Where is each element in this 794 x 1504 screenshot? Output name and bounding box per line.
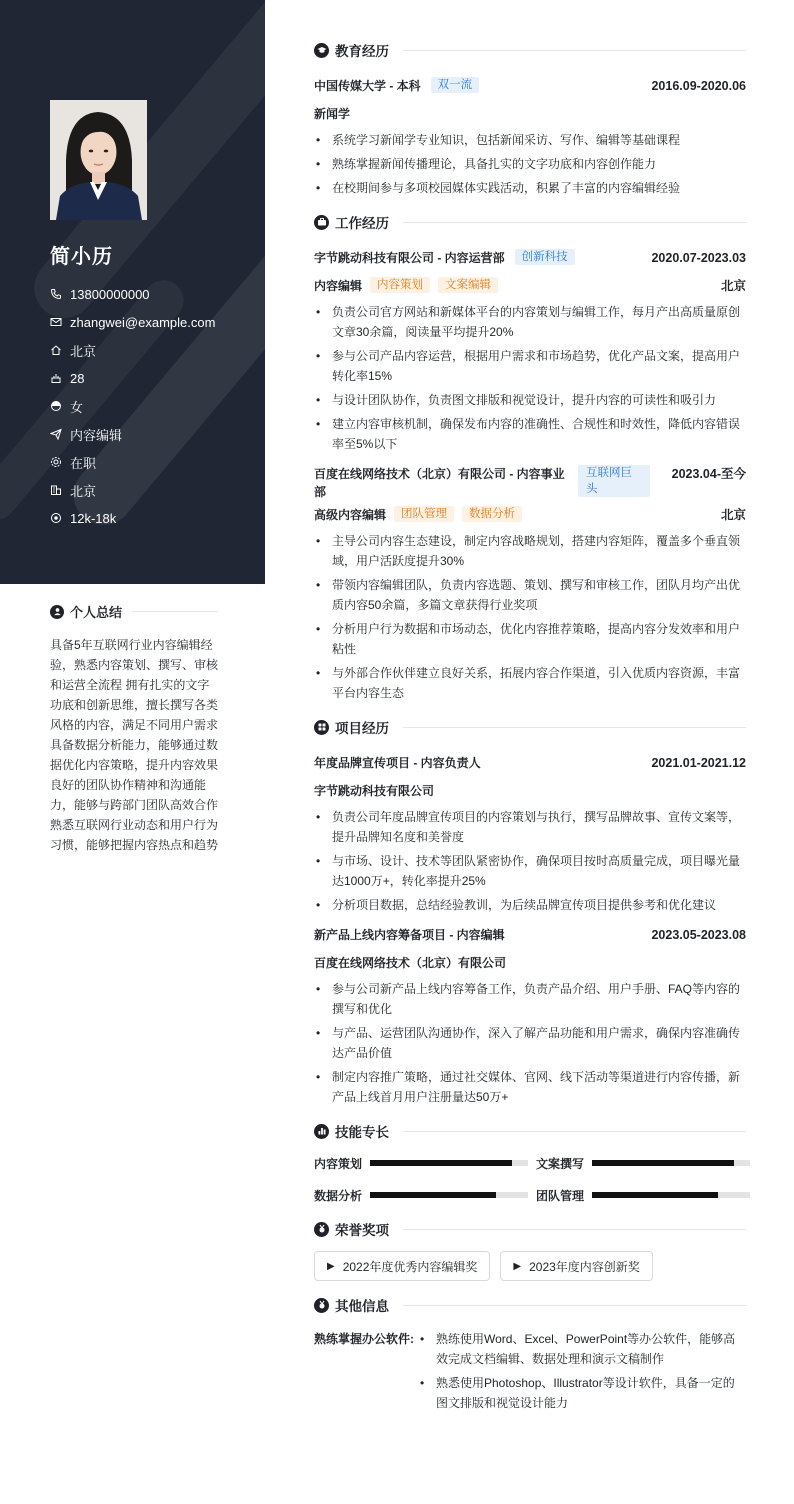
personal-summary-section (50, 602, 218, 855)
position-icon (50, 428, 62, 440)
bullet-item: • 与市场、设计、技术等团队紧密协作，确保项目按时高质量完成，项目曝光量达1000万+，转化率提升25% (314, 851, 746, 891)
graduation-cap-icon (314, 43, 329, 58)
bar-chart-icon (314, 1124, 329, 1139)
info-salary (50, 504, 215, 532)
section-header (314, 1215, 746, 1243)
email-icon (50, 316, 62, 328)
bullet-item: • 分析项目数据，总结经验教训，为后续品牌宣传项目提供参考和优化建议 (314, 895, 746, 915)
entry-date: 2016.09-2020.06 (651, 79, 746, 93)
entry-subheader (314, 100, 746, 128)
awards-section (314, 1215, 746, 1281)
award-badge (500, 1251, 652, 1281)
section-divider (403, 1131, 746, 1132)
status-icon (50, 456, 62, 468)
company-name: 百度在线网络技术（北京）有限公司 - 内容事业部 (314, 467, 565, 499)
bullet-item: • 参与公司产品内容运营，根据用户需求和市场趋势，优化产品文案，提高用户转化率15% (314, 346, 746, 386)
info-text: 28 (70, 370, 85, 386)
skill-item (536, 1185, 750, 1205)
entry-date: 2021.01-2021.12 (651, 756, 746, 770)
company-tag: 创新科技 (515, 249, 575, 265)
info-gender (50, 392, 215, 420)
gender-icon (50, 400, 62, 412)
grid-icon (314, 720, 329, 735)
skill-item (536, 1153, 750, 1173)
project-company: 百度在线网络技术（北京）有限公司 (314, 956, 507, 970)
bullet-item: • 与设计团队协作，负责图文排版和视觉设计，提升内容的可读性和吸引力 (314, 390, 746, 410)
info-text: zhangwei@example.com (70, 314, 216, 330)
section-header (314, 1291, 746, 1319)
section-header (50, 602, 218, 621)
skill-level (592, 1192, 718, 1198)
candidate-name: 简小历 (50, 246, 113, 268)
info-email (50, 308, 215, 336)
bullet-item: • 与产品、运营团队沟通协作，深入了解产品功能和用户需求，确保内容准确传达产品价值 (314, 1023, 746, 1063)
section-header (314, 713, 746, 741)
role-tag: 文案编辑 (438, 277, 498, 293)
play-icon: ▶ (513, 1260, 522, 1272)
skill-bar (370, 1192, 528, 1198)
section-title: 其他信息 (335, 1299, 389, 1314)
school-name: 中国传媒大学 - 本科 (314, 79, 421, 93)
section-divider (403, 1229, 746, 1230)
project-entry (314, 749, 746, 915)
entry-header (314, 749, 746, 777)
info-text: 在职 (70, 455, 97, 471)
info-text: 内容编辑 (70, 427, 123, 443)
skills-grid (314, 1153, 746, 1205)
bullet-item: • 建立内容审核机制，确保发布内容的准确性、合规性和时效性，降低内容错误率至5%以下 (314, 414, 746, 454)
section-title: 个人总结 (70, 605, 123, 620)
job-role: 高级内容编辑 (314, 508, 387, 522)
info-text: 女 (70, 399, 84, 415)
info-city (50, 476, 215, 504)
entry-subheader (314, 777, 746, 805)
other-label: 熟练掌握办公软件: (314, 1332, 414, 1346)
bullet-item: • 分析用户行为数据和市场动态，优化内容推荐策略，提高内容分发效率和用户粘性 (314, 619, 746, 659)
section-title: 工作经历 (335, 216, 389, 231)
phone-icon (50, 288, 62, 300)
section-header (314, 36, 746, 64)
section-divider (403, 1305, 746, 1306)
info-text: 13800000000 (70, 286, 150, 302)
medal-icon (314, 1222, 329, 1237)
bullet-item: • 带领内容编辑团队，负责内容选题、策划、撰写和审核工作，团队月均产出优质内容50余篇，多篇文章获得行业奖项 (314, 575, 746, 615)
skills-section (314, 1117, 746, 1205)
job-city: 北京 (720, 279, 746, 293)
entry-date: 2020.07-2023.03 (651, 251, 746, 265)
age-icon (50, 372, 62, 384)
skill-bar (592, 1160, 750, 1166)
info-text: 北京 (70, 483, 97, 499)
info-home (50, 336, 215, 364)
play-icon: ▶ (327, 1260, 335, 1272)
section-title: 项目经历 (335, 721, 389, 736)
section-divider (403, 50, 746, 51)
entry-header (314, 921, 746, 949)
project-bullets (314, 979, 746, 1107)
info-text: 12k-18k (70, 510, 117, 526)
other-bullets (418, 1329, 746, 1417)
project-name: 新产品上线内容筹备项目 - 内容编辑 (314, 928, 505, 942)
city-icon (50, 484, 62, 496)
info-position (50, 420, 215, 448)
project-name: 年度品牌宣传项目 - 内容负责人 (314, 756, 481, 770)
briefcase-icon (314, 215, 329, 230)
skill-bar (592, 1192, 750, 1198)
project-company: 字节跳动科技有限公司 (314, 784, 435, 798)
skill-item (314, 1153, 528, 1173)
info-text: 北京 (70, 343, 97, 359)
role-tag: 团队管理 (394, 506, 454, 522)
entry-header (314, 244, 746, 272)
project-bullets (314, 807, 746, 915)
entry-date: 2023.05-2023.08 (651, 928, 746, 942)
bullet-item: • 熟练掌握新闻传播理论，具备扎实的文字功底和内容创作能力 (314, 154, 746, 174)
work-bullets (314, 531, 746, 703)
award-label: 2022年度优秀内容编辑奖 (342, 1259, 478, 1274)
profile-sidebar (0, 0, 265, 584)
company-tag: 互联网巨头 (578, 465, 650, 497)
bullet-item: • 制定内容推广策略，通过社交媒体、官网、线下活动等渠道进行内容传播，新产品上线首月用户注册量达50万+ (314, 1067, 746, 1107)
awards-list (314, 1251, 746, 1281)
school-tag: 双一流 (431, 77, 480, 93)
work-section (314, 208, 746, 703)
bullet-item: • 参与公司新产品上线内容筹备工作，负责产品介绍、用户手册、FAQ等内容的撰写和优化 (314, 979, 746, 1019)
education-section (314, 36, 746, 198)
skill-level (592, 1160, 734, 1166)
education-entry (314, 72, 746, 198)
main-content (314, 36, 746, 1427)
section-divider (132, 611, 218, 612)
project-entry (314, 921, 746, 1107)
skill-item (314, 1185, 528, 1205)
role-tag: 内容策划 (370, 277, 430, 293)
entry-subheader (314, 949, 746, 977)
entry-header (314, 72, 746, 100)
job-role: 内容编辑 (314, 279, 363, 293)
job-city: 北京 (720, 508, 746, 522)
info-status (50, 448, 215, 476)
section-header (314, 208, 746, 236)
award-label: 2023年度内容创新奖 (529, 1259, 640, 1274)
other-section (314, 1291, 746, 1417)
bullet-item: • 熟悉使用Photoshop、Illustrator等设计软件，具备一定的图文排版和视觉设计能力 (418, 1373, 746, 1413)
bullet-item: • 系统学习新闻学专业知识，包括新闻采访、写作、编辑等基础课程 (314, 130, 746, 150)
user-icon (50, 605, 64, 619)
entry-header (314, 460, 746, 501)
work-entry (314, 460, 746, 703)
work-bullets (314, 302, 746, 454)
skill-name: 团队管理 (536, 1188, 585, 1203)
entry-subheader (314, 501, 746, 529)
section-title: 技能专长 (335, 1125, 389, 1140)
section-divider (403, 222, 746, 223)
skill-name: 内容策划 (314, 1156, 363, 1171)
role-tag: 数据分析 (462, 506, 522, 522)
medal-icon (314, 1298, 329, 1313)
contact-info-list (50, 280, 215, 532)
skill-level (370, 1160, 512, 1166)
summary-text: 具备5年互联网行业内容编辑经验，熟悉内容策划、撰写、审核和运营全流程 拥有扎实的文字功底和创新思维，擅长撰写各类风格的内容，满足不同用户需求 具备数据分析能力，能够通过数据优化内容策略，提升内容效果 良好的团队协作精神和沟通能力，能够与跨部门团队高效合作 熟悉互联网行业动态和用户行为习惯，能够把握内容热点和趋势 (50, 638, 219, 852)
skill-bar (370, 1160, 528, 1166)
bullet-item: • 与外部合作伙伴建立良好关系，拓展内容合作渠道，引入优质内容资源，丰富平台内容生态 (314, 663, 746, 703)
section-title: 荣誉奖项 (335, 1223, 389, 1238)
section-divider (403, 727, 746, 728)
section-title: 教育经历 (335, 44, 389, 59)
skill-level (370, 1192, 496, 1198)
entry-date: 2023.04-至今 (671, 467, 746, 481)
home-icon (50, 344, 62, 356)
work-entry (314, 244, 746, 454)
entry-subheader (314, 272, 746, 300)
section-header (314, 1117, 746, 1145)
info-phone (50, 280, 215, 308)
avatar-photo (50, 100, 147, 220)
company-name: 字节跳动科技有限公司 - 内容运营部 (314, 251, 505, 265)
major-name: 新闻学 (314, 107, 351, 121)
bullet-item: • 熟练使用Word、Excel、PowerPoint等办公软件，能够高效完成文档编辑、数据处理和演示文稿制作 (418, 1329, 746, 1369)
award-badge (314, 1251, 490, 1281)
other-info (314, 1327, 746, 1417)
education-bullets (314, 130, 746, 198)
bullet-item: • 负责公司年度品牌宣传项目的内容策划与执行，撰写品牌故事、宣传文案等，提升品牌知名度和美誉度 (314, 807, 746, 847)
skill-name: 数据分析 (314, 1188, 363, 1203)
skill-name: 文案撰写 (536, 1156, 585, 1171)
bullet-item: • 主导公司内容生态建设，制定内容战略规划，搭建内容矩阵，覆盖多个垂直领域，用户活跃度提升30% (314, 531, 746, 571)
projects-section (314, 713, 746, 1107)
bullet-item: • 在校期间参与多项校园媒体实践活动，积累了丰富的内容编辑经验 (314, 178, 746, 198)
bullet-item: • 负责公司官方网站和新媒体平台的内容策划与编辑工作，每月产出高质量原创文章30余篇，阅读量平均提升20% (314, 302, 746, 342)
info-age (50, 364, 215, 392)
salary-icon (50, 512, 62, 524)
